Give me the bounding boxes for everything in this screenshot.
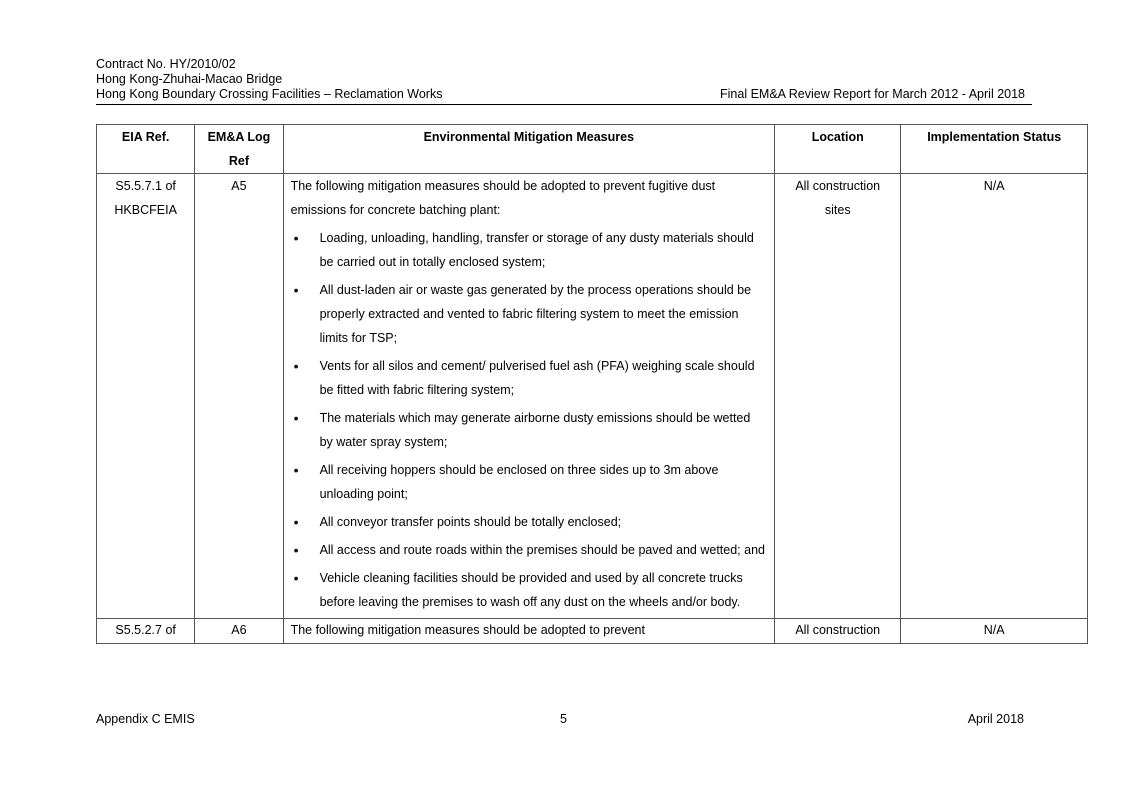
header-log-ref-line1: EM&A Log bbox=[207, 130, 271, 144]
report-title: Final EM&A Review Report for March 2012 - April 2018 bbox=[720, 87, 1025, 101]
status-cell: N/A bbox=[901, 619, 1088, 644]
log-ref-cell: A6 bbox=[195, 619, 283, 644]
status-cell: N/A bbox=[901, 174, 1088, 619]
header-divider bbox=[96, 104, 1032, 105]
list-item: • Vehicle cleaning facilities should be provided and used by all concrete trucks before leaving the premises to wash off any dust on the wheels and/or body. bbox=[291, 566, 766, 614]
page-number: 5 bbox=[560, 712, 567, 726]
bullet-icon: • bbox=[293, 514, 299, 530]
measures-intro: The following mitigation measures should be adopted to prevent fugitive dust emissions for concrete batching plant: bbox=[290, 179, 716, 217]
location-line2: sites bbox=[824, 203, 851, 217]
bullet-icon: • bbox=[293, 410, 299, 426]
footer-date: April 2018 bbox=[967, 712, 1024, 726]
header-log-ref bbox=[195, 125, 283, 174]
page-header bbox=[96, 57, 1032, 102]
header-status: Implementation Status bbox=[901, 125, 1088, 174]
eia-ref-line2: HKBCFEIA bbox=[114, 203, 177, 217]
measures-list bbox=[291, 226, 766, 614]
table-header-row bbox=[97, 125, 1088, 174]
list-item: • All receiving hoppers should be enclosed on three sides up to 3m above unloading point; bbox=[291, 458, 766, 506]
bullet-icon: • bbox=[293, 282, 299, 298]
location-cell: All construction bbox=[775, 619, 901, 644]
header-measures: Environmental Mitigation Measures bbox=[283, 125, 774, 174]
table-row bbox=[97, 174, 1088, 619]
measures-cell: The following mitigation measures should be adopted to prevent bbox=[283, 619, 774, 644]
list-item: • Loading, unloading, handling, transfer or storage of any dusty materials should be carried out in totally enclosed system; bbox=[291, 226, 766, 274]
bullet-icon: • bbox=[293, 230, 299, 246]
table-row bbox=[97, 619, 1088, 644]
measures-cell bbox=[283, 174, 774, 619]
project-name: Hong Kong-Zhuhai-Macao Bridge bbox=[96, 72, 283, 86]
list-item: • The materials which may generate airborne dusty emissions should be wetted by water spray system; bbox=[291, 406, 766, 454]
list-item: • Vents for all silos and cement/ pulverised fuel ash (PFA) weighing scale should be fitted with fabric filtering system; bbox=[291, 354, 766, 402]
works-name: Hong Kong Boundary Crossing Facilities – Reclamation Works bbox=[96, 87, 443, 101]
eia-ref-cell: S5.5.2.7 of bbox=[97, 619, 195, 644]
bullet-icon: • bbox=[293, 570, 299, 586]
contract-number: Contract No. HY/2010/02 bbox=[96, 57, 236, 71]
location-cell bbox=[775, 174, 901, 619]
header-log-ref-line2: Ref bbox=[228, 154, 249, 168]
list-item: • All access and route roads within the premises should be paved and wetted; and bbox=[291, 538, 766, 562]
eia-ref-cell bbox=[97, 174, 195, 619]
list-item: • All dust-laden air or waste gas generated by the process operations should be properly extracted and vented to fabric filtering system to meet the emission limits for TSP; bbox=[291, 278, 766, 350]
bullet-icon: • bbox=[293, 542, 299, 558]
log-ref-cell: A5 bbox=[195, 174, 283, 619]
eia-ref-line1: S5.5.7.1 of bbox=[115, 179, 176, 193]
header-location: Location bbox=[775, 125, 901, 174]
bullet-icon: • bbox=[293, 462, 299, 478]
list-item: • All conveyor transfer points should be totally enclosed; bbox=[291, 510, 766, 534]
header-eia-ref: EIA Ref. bbox=[97, 125, 195, 174]
emis-table bbox=[96, 124, 1088, 644]
bullet-icon: • bbox=[293, 358, 299, 374]
footer-appendix: Appendix C EMIS bbox=[96, 712, 195, 726]
location-line1: All construction bbox=[795, 179, 881, 193]
